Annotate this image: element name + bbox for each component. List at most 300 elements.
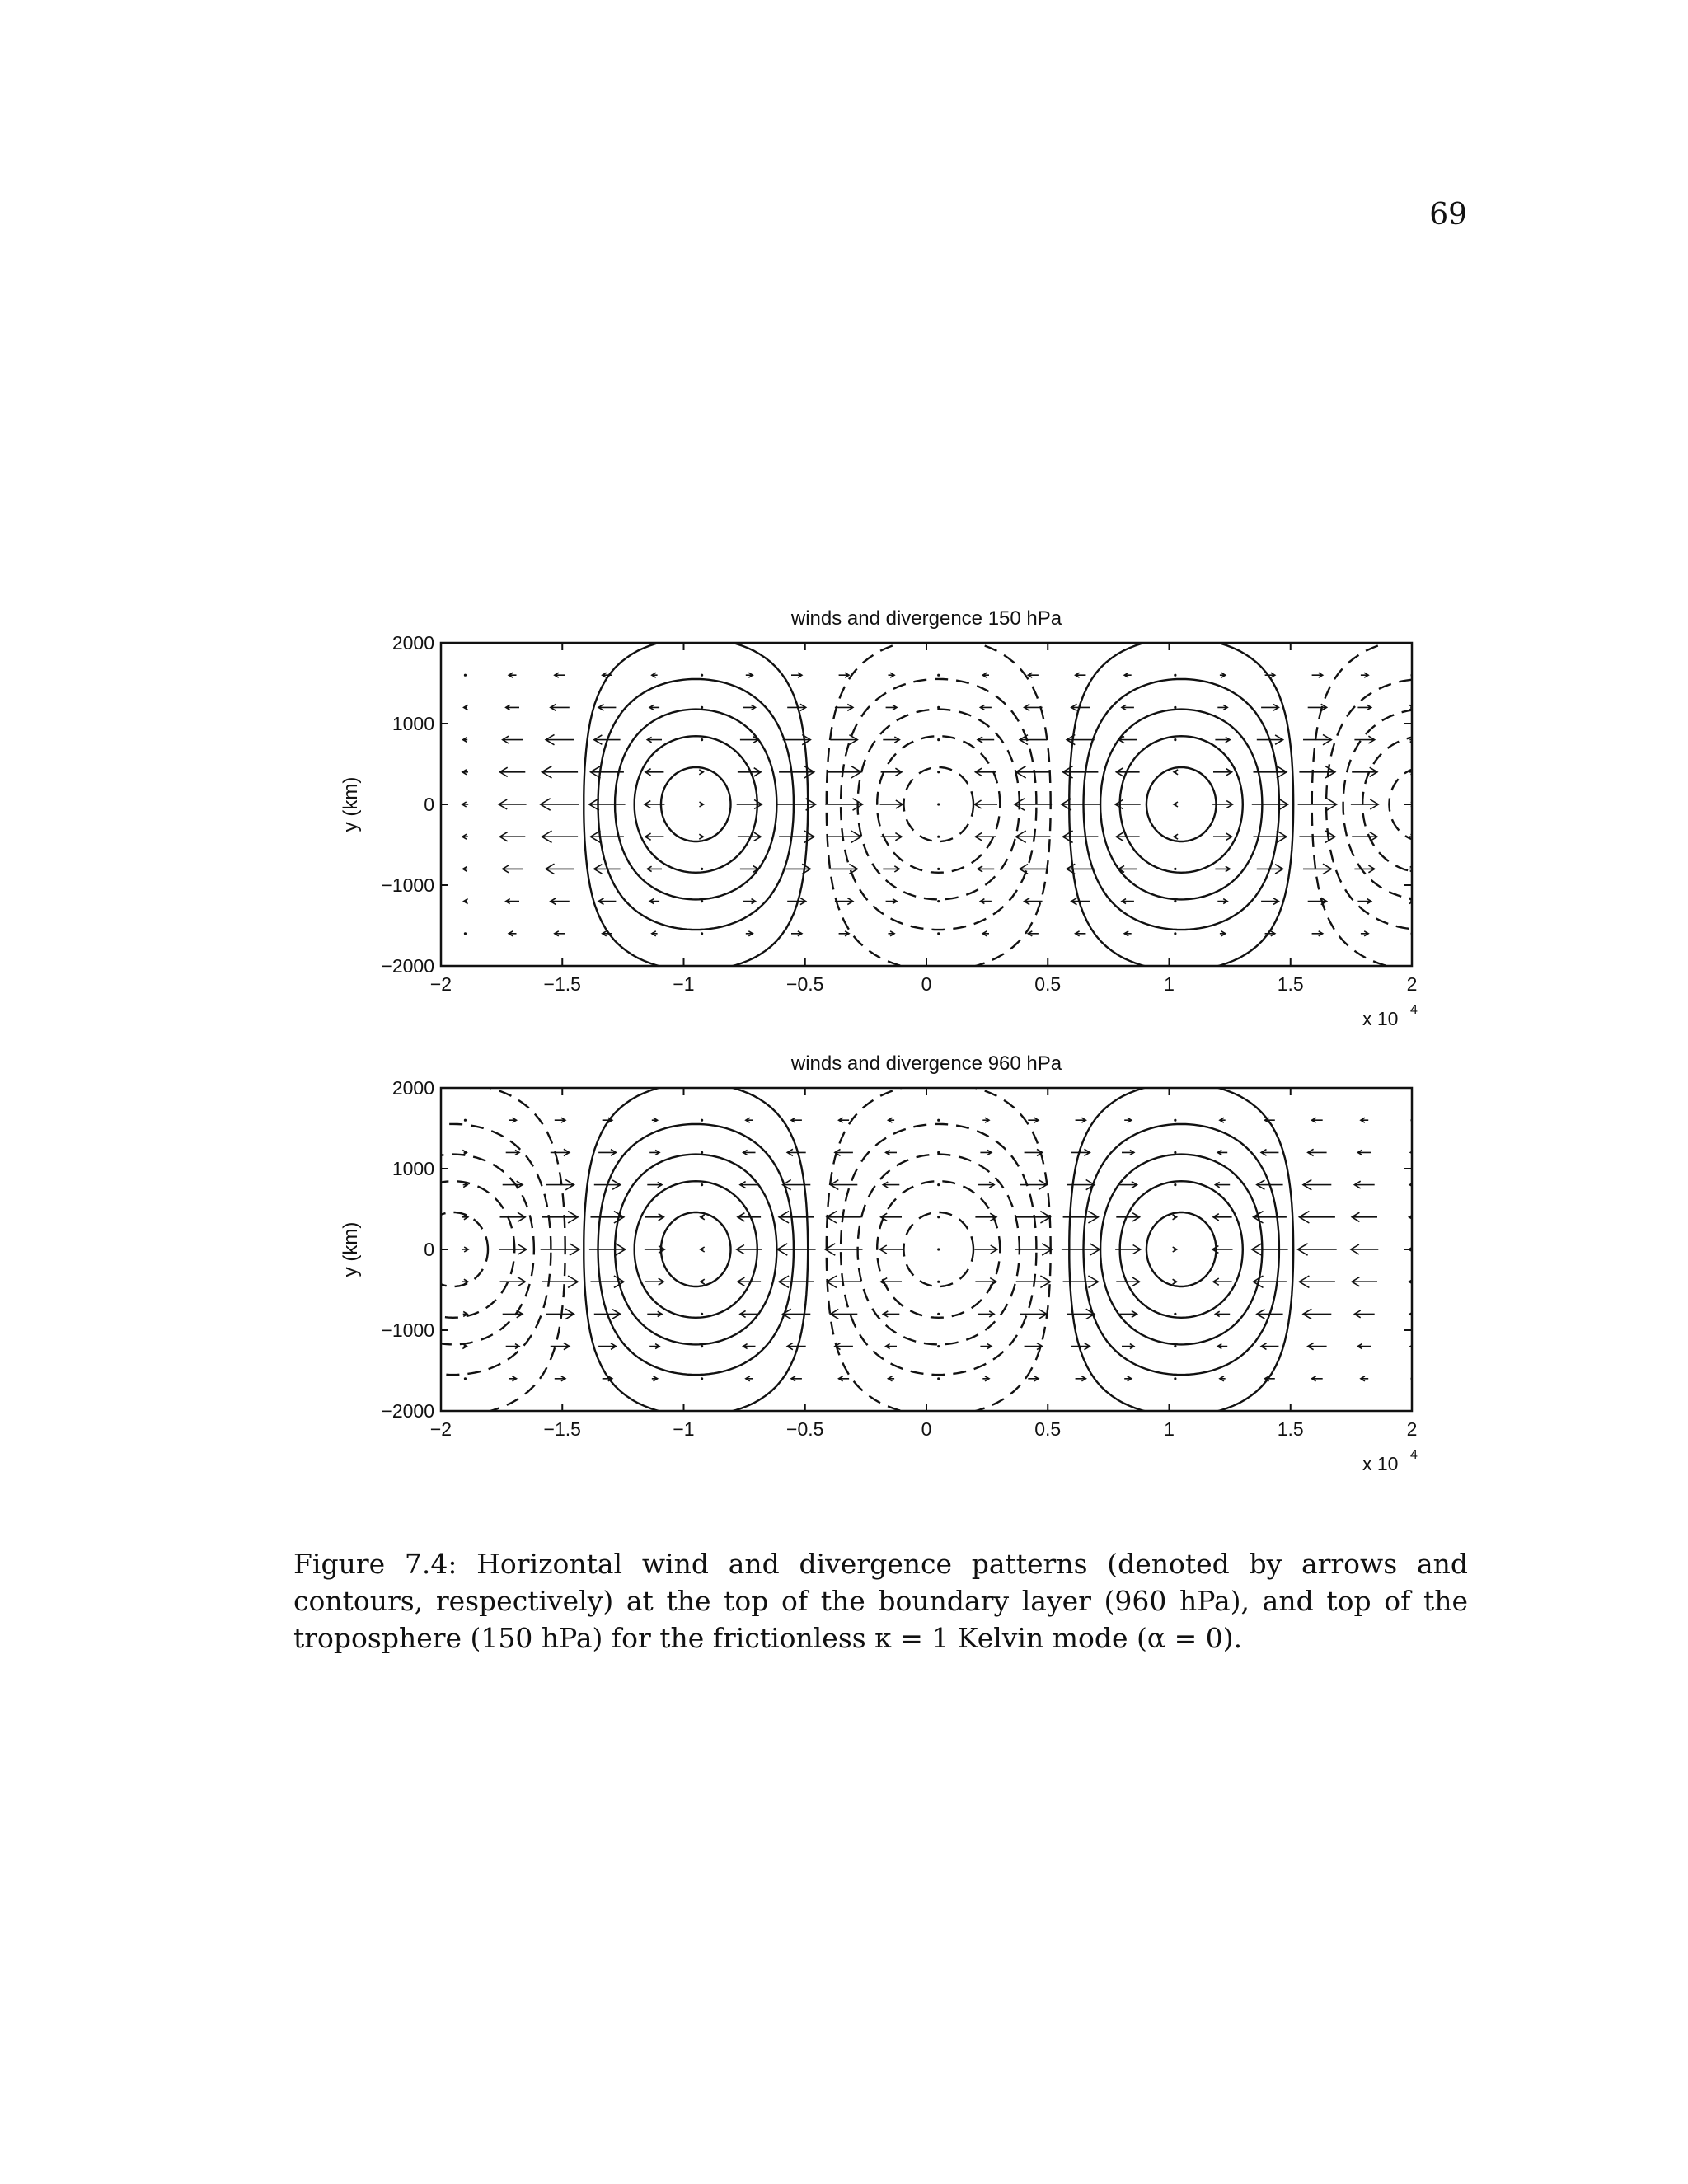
wind-arrow (1025, 1149, 1043, 1155)
wind-arrow (701, 1279, 705, 1284)
wind-arrow (777, 799, 815, 810)
wind-arrow (937, 738, 940, 741)
y-axis-label: y (km) (340, 776, 362, 832)
wind-arrow (883, 737, 899, 743)
wind-arrow (881, 1278, 902, 1286)
wind-arrow (831, 1180, 858, 1190)
wind-arrow (1352, 1212, 1377, 1221)
wind-arrow (1174, 1119, 1176, 1122)
wind-arrow (937, 1313, 940, 1315)
wind-arrow (645, 1278, 664, 1285)
wind-arrow (889, 1118, 895, 1122)
wind-arrow (701, 1247, 705, 1252)
wind-arrow (500, 832, 526, 841)
convergence-contour (1362, 736, 1485, 873)
wind-arrow (463, 866, 468, 871)
wind-arrow (835, 1149, 853, 1155)
wind-arrow (464, 674, 467, 677)
wind-arrow (1067, 1180, 1095, 1190)
wind-arrow (975, 833, 996, 841)
wind-arrow (831, 735, 858, 745)
wind-arrow (652, 931, 658, 936)
wind-arrow (503, 865, 523, 873)
wind-arrow (835, 704, 853, 710)
figure-caption: Figure 7.4: Horizontal wind and divergence patterns (denoted by arrows and contours, respectively) at the top of the boundary layer (960 hPa), and top of the troposphere (150 hPa) for the frictionless κ = 1 Kelvin mode (α = 0). (293, 1548, 1468, 1654)
wind-arrow (462, 1215, 468, 1220)
wind-arrow (645, 769, 664, 776)
plot-area (462, 638, 1688, 971)
divergence-contour (598, 1124, 794, 1375)
wind-arrow (1298, 1244, 1337, 1255)
wind-arrow (1217, 899, 1227, 904)
wind-arrow (701, 1313, 703, 1315)
wind-arrow (1062, 1244, 1100, 1255)
wind-arrow (598, 705, 616, 711)
wind-arrow (1261, 1150, 1278, 1156)
y-tick-label: 0 (424, 794, 434, 815)
wind-arrow (701, 1151, 703, 1154)
wind-arrow (974, 1245, 997, 1254)
wind-arrow (598, 1150, 616, 1156)
divergence-contour (1569, 679, 1688, 930)
x-tick-label: −2 (429, 1418, 452, 1440)
wind-arrow (740, 865, 758, 872)
x-multiplier-exponent: 4 (1410, 1003, 1418, 1017)
wind-arrow (701, 1183, 703, 1186)
wind-arrow (937, 1377, 940, 1380)
x-tick-label: 2 (1406, 973, 1418, 995)
wind-arrow (503, 1310, 523, 1318)
y-tick-label: −1000 (381, 874, 434, 896)
wind-arrow (1217, 705, 1227, 710)
divergence-contour (598, 679, 794, 930)
wind-arrow (1174, 1151, 1176, 1154)
wind-arrow (886, 899, 897, 904)
wind-arrow (649, 1150, 659, 1155)
wind-arrow (652, 1376, 658, 1381)
wind-arrow (1016, 1212, 1051, 1223)
chart-960-svg (0, 1030, 1688, 1525)
wind-arrow (937, 1216, 940, 1218)
divergence-contour (1146, 1212, 1217, 1286)
x-tick-label: −1 (673, 973, 695, 995)
wind-arrow (1174, 834, 1178, 839)
wind-arrow (1215, 1311, 1230, 1316)
x-tick-label: 1 (1164, 973, 1175, 995)
x-tick-label: 1.5 (1277, 973, 1304, 995)
wind-arrow (1357, 1344, 1371, 1349)
wind-arrow (881, 1213, 902, 1221)
wind-arrow (546, 864, 574, 874)
wind-arrow (1124, 1376, 1132, 1381)
wind-arrow (1174, 802, 1178, 807)
x-tick-label: 1.5 (1277, 1418, 1304, 1440)
wind-arrow (462, 1150, 467, 1155)
wind-arrow (555, 1118, 565, 1122)
wind-arrow (937, 900, 940, 902)
wind-arrow (503, 736, 523, 743)
wind-arrow (1063, 831, 1099, 842)
wind-arrow (1357, 705, 1371, 710)
wind-arrow (1312, 931, 1323, 936)
wind-arrow (645, 833, 664, 840)
wind-arrow (1252, 799, 1288, 810)
wind-arrow (1303, 1179, 1331, 1189)
wind-arrow (509, 1376, 516, 1381)
wind-arrow (541, 1244, 579, 1255)
wind-arrow (500, 767, 526, 776)
wind-arrow (978, 866, 994, 872)
wind-arrow (1351, 799, 1378, 809)
wind-arrow (777, 1244, 815, 1255)
wind-arrow (1217, 1344, 1227, 1349)
wind-arrow (886, 1150, 897, 1155)
wind-arrow (699, 834, 703, 839)
wind-arrow (462, 834, 468, 839)
wind-arrow (1217, 1150, 1227, 1155)
wind-arrow (546, 1179, 574, 1189)
wind-arrow (506, 1150, 519, 1155)
wind-arrow (701, 738, 703, 741)
wind-arrow (1298, 799, 1337, 810)
wind-arrow (1020, 1310, 1047, 1319)
x-tick-label: −2 (429, 973, 452, 995)
wind-arrow (1361, 1118, 1368, 1122)
wind-arrow (1025, 1343, 1043, 1350)
wind-arrow (463, 738, 468, 743)
wind-arrow (1299, 1212, 1335, 1223)
wind-arrow (982, 1376, 989, 1381)
wind-arrow (791, 1376, 802, 1381)
wind-arrow (1174, 900, 1176, 902)
wind-arrow (883, 866, 899, 872)
divergence-contour (661, 767, 731, 841)
wind-arrow (649, 705, 659, 710)
wind-arrow (779, 1212, 814, 1223)
wind-arrow (1020, 1180, 1047, 1190)
y-tick-label: −1000 (381, 1319, 434, 1341)
wind-arrow (880, 1245, 903, 1254)
lower-plot (0, 1030, 1688, 1525)
wind-arrow (647, 866, 662, 871)
x-tick-label: 0 (921, 1418, 932, 1440)
wind-arrow (1076, 673, 1086, 677)
wind-arrow (701, 674, 703, 677)
wind-arrow (1063, 766, 1099, 778)
wind-arrow (1361, 931, 1368, 936)
wind-arrow (647, 737, 662, 742)
x-tick-label: 1 (1164, 1418, 1175, 1440)
wind-arrow (1215, 1182, 1230, 1187)
wind-arrow (462, 770, 468, 775)
wind-arrow (746, 931, 753, 936)
wind-arrow (835, 1343, 853, 1350)
wind-arrow (647, 1311, 662, 1316)
wind-arrow (1173, 1215, 1177, 1220)
wind-arrow (980, 1344, 992, 1349)
wind-arrow (980, 899, 992, 904)
wind-arrow (700, 802, 704, 807)
wind-arrow (937, 1119, 940, 1122)
wind-arrow (883, 1311, 899, 1317)
wind-arrow (937, 1281, 940, 1283)
divergence-contour (149, 1181, 272, 1318)
x-tick-label: 0.5 (1034, 1418, 1062, 1440)
wind-arrow (1308, 898, 1327, 905)
wind-arrow (464, 1119, 467, 1122)
wind-arrow (1174, 770, 1178, 775)
wind-arrow (980, 1150, 992, 1155)
wind-arrow (652, 673, 658, 677)
wind-arrow (937, 706, 940, 709)
wind-arrow (649, 899, 659, 904)
x-multiplier-exponent: 4 (1410, 1448, 1418, 1462)
wind-arrow (1174, 1183, 1176, 1186)
wind-arrow (1124, 673, 1132, 677)
wind-arrow (1312, 1118, 1323, 1122)
wind-arrow (937, 868, 940, 870)
convergence-contour (1312, 638, 1536, 971)
wind-arrow (1122, 1344, 1134, 1349)
wind-arrow (889, 931, 895, 936)
wind-arrow (1174, 738, 1176, 741)
wind-arrow (1361, 1376, 1368, 1381)
wind-arrow (1261, 1343, 1278, 1350)
wind-arrow (743, 1344, 756, 1349)
wind-arrow (464, 932, 467, 935)
wind-arrow (1020, 865, 1047, 874)
wind-arrow (701, 900, 703, 902)
wind-arrow (1174, 868, 1176, 870)
wind-arrow (701, 932, 703, 935)
wind-arrow (831, 1310, 858, 1319)
wind-arrow (982, 673, 989, 677)
wind-arrow (839, 1118, 850, 1122)
x-tick-label: −0.5 (786, 973, 824, 995)
wind-arrow (701, 1345, 703, 1347)
divergence-contour (1554, 638, 1688, 971)
wind-arrow (937, 932, 940, 935)
wind-arrow (791, 1118, 802, 1122)
x-tick-label: 2 (1406, 1418, 1418, 1440)
wind-arrow (1173, 1279, 1177, 1284)
divergence-contour (661, 1212, 731, 1286)
wind-arrow (499, 799, 526, 809)
wind-arrow (1308, 1343, 1327, 1350)
wind-arrow (1028, 1376, 1039, 1381)
y-tick-label: −2000 (381, 1400, 434, 1422)
wind-arrow (555, 673, 565, 677)
wind-arrow (701, 1215, 705, 1220)
wind-arrow (978, 737, 994, 743)
wind-arrow (1213, 833, 1232, 840)
wind-arrow (886, 1344, 897, 1349)
y-tick-label: 1000 (392, 1158, 434, 1179)
wind-arrow (975, 1213, 996, 1221)
wind-arrow (509, 1118, 516, 1122)
wind-arrow (1122, 1150, 1134, 1155)
wind-arrow (779, 1276, 814, 1287)
wind-arrow (589, 1244, 626, 1255)
page-number: 69 (1429, 198, 1467, 232)
wind-arrow (1351, 1244, 1378, 1254)
wind-arrow (509, 931, 516, 936)
wind-arrow (746, 1376, 753, 1381)
wind-arrow (740, 737, 758, 743)
wind-arrow (937, 1151, 940, 1154)
wind-arrow (598, 1343, 616, 1350)
wind-arrow (974, 800, 997, 808)
wind-arrow (975, 1278, 996, 1286)
wind-arrow (509, 673, 516, 677)
wind-arrow (783, 864, 811, 874)
wind-arrow (779, 766, 814, 778)
wind-arrow (1220, 1376, 1226, 1381)
wind-arrow (462, 1247, 469, 1252)
wind-arrow (1213, 1214, 1232, 1221)
wind-arrow (551, 1149, 570, 1155)
wind-arrow (589, 799, 626, 810)
wind-arrow (743, 899, 756, 904)
wind-arrow (1063, 1212, 1099, 1223)
wind-arrow (546, 1309, 574, 1319)
wind-arrow (701, 868, 703, 870)
wind-arrow (542, 831, 579, 842)
divergence-contour (176, 1212, 246, 1286)
wind-arrow (1173, 1247, 1177, 1252)
wind-arrow (889, 673, 895, 677)
wind-arrow (839, 1376, 850, 1381)
wind-arrow (779, 831, 814, 842)
wind-arrow (1220, 931, 1226, 936)
x-tick-label: −1.5 (543, 973, 581, 995)
wind-arrow (1124, 931, 1132, 936)
wind-arrow (649, 1344, 659, 1349)
divergence-contour (1084, 679, 1279, 930)
wind-arrow (975, 768, 996, 776)
chart-150-svg (0, 585, 1688, 1080)
wind-arrow (499, 1244, 526, 1254)
wind-arrow (541, 799, 579, 810)
wind-arrow (791, 673, 802, 677)
wind-arrow (1016, 766, 1051, 778)
wind-arrow (743, 1150, 756, 1155)
wind-arrow (1261, 898, 1278, 905)
wind-arrow (1067, 735, 1095, 745)
wind-arrow (1213, 769, 1232, 776)
wind-arrow (464, 705, 468, 710)
wind-arrow (881, 768, 902, 776)
wind-arrow (1303, 1309, 1331, 1319)
wind-arrow (1261, 705, 1278, 711)
wind-arrow (1174, 1313, 1176, 1315)
wind-arrow (506, 899, 519, 904)
wind-arrow (937, 674, 940, 677)
wind-arrow (555, 1376, 565, 1381)
wind-arrow (982, 931, 989, 936)
wind-arrow (880, 800, 903, 808)
x-tick-label: 0 (921, 973, 932, 995)
wind-arrow (464, 1377, 467, 1380)
wind-arrow (831, 865, 858, 874)
wind-arrow (937, 836, 940, 838)
wind-arrow (1028, 1118, 1039, 1122)
wind-arrow (551, 704, 570, 710)
wind-arrow (701, 1119, 703, 1122)
upper-plot (0, 585, 1688, 1080)
wind-arrow (500, 1277, 526, 1286)
wind-arrow (883, 1182, 899, 1188)
wind-arrow (937, 803, 940, 805)
convergence-contour (392, 1181, 514, 1318)
wind-arrow (791, 931, 802, 936)
wind-arrow (1174, 932, 1176, 935)
wind-arrow (462, 1344, 467, 1349)
wind-arrow (1063, 1276, 1099, 1287)
wind-arrow (542, 766, 579, 778)
wind-arrow (598, 898, 616, 905)
wind-arrow (506, 705, 519, 710)
wind-arrow (839, 673, 850, 677)
wind-arrow (1212, 1246, 1232, 1254)
x-multiplier: x 10 (1362, 1453, 1399, 1474)
y-axis-label: y (km) (340, 1221, 362, 1277)
wind-arrow (937, 1183, 940, 1186)
wind-arrow (1174, 1377, 1176, 1380)
wind-arrow (1124, 1118, 1132, 1122)
wind-arrow (978, 1182, 994, 1188)
divergence-contour (98, 1083, 322, 1416)
wind-arrow (783, 1180, 811, 1190)
wind-arrow (839, 931, 850, 936)
wind-arrow (645, 1246, 665, 1254)
wind-arrow (1308, 1149, 1327, 1155)
wind-arrow (1062, 799, 1100, 810)
wind-arrow (551, 898, 570, 905)
wind-arrow (1025, 704, 1043, 710)
wind-arrow (1299, 1276, 1335, 1287)
x-tick-label: −1 (673, 1418, 695, 1440)
y-tick-label: 2000 (392, 632, 434, 654)
wind-arrow (1312, 673, 1323, 677)
wind-arrow (746, 673, 753, 677)
x-multiplier: x 10 (1362, 1008, 1399, 1029)
wind-arrow (546, 734, 574, 744)
x-tick-label: −0.5 (786, 1418, 824, 1440)
chart-title: winds and divergence 150 hPa (790, 607, 1062, 630)
wind-arrow (1303, 864, 1331, 874)
wind-arrow (701, 1377, 703, 1380)
wind-arrow (886, 705, 897, 710)
wind-arrow (1174, 674, 1176, 677)
wind-arrow (1067, 1309, 1095, 1319)
divergence-contour (113, 1124, 308, 1375)
wind-arrow (1361, 673, 1368, 677)
wind-arrow (982, 1118, 989, 1122)
wind-arrow (1118, 737, 1137, 743)
wind-arrow (1354, 1310, 1374, 1318)
wind-arrow (506, 1344, 519, 1349)
wind-arrow (1076, 1376, 1086, 1381)
wind-arrow (1174, 706, 1176, 709)
wind-arrow (1020, 735, 1047, 745)
wind-arrow (1252, 1244, 1288, 1255)
wind-arrow (1220, 673, 1226, 677)
wind-arrow (1122, 705, 1134, 710)
divergence-contour (1084, 1124, 1279, 1375)
x-tick-label: 0.5 (1034, 973, 1062, 995)
wind-arrow (1312, 1376, 1323, 1381)
